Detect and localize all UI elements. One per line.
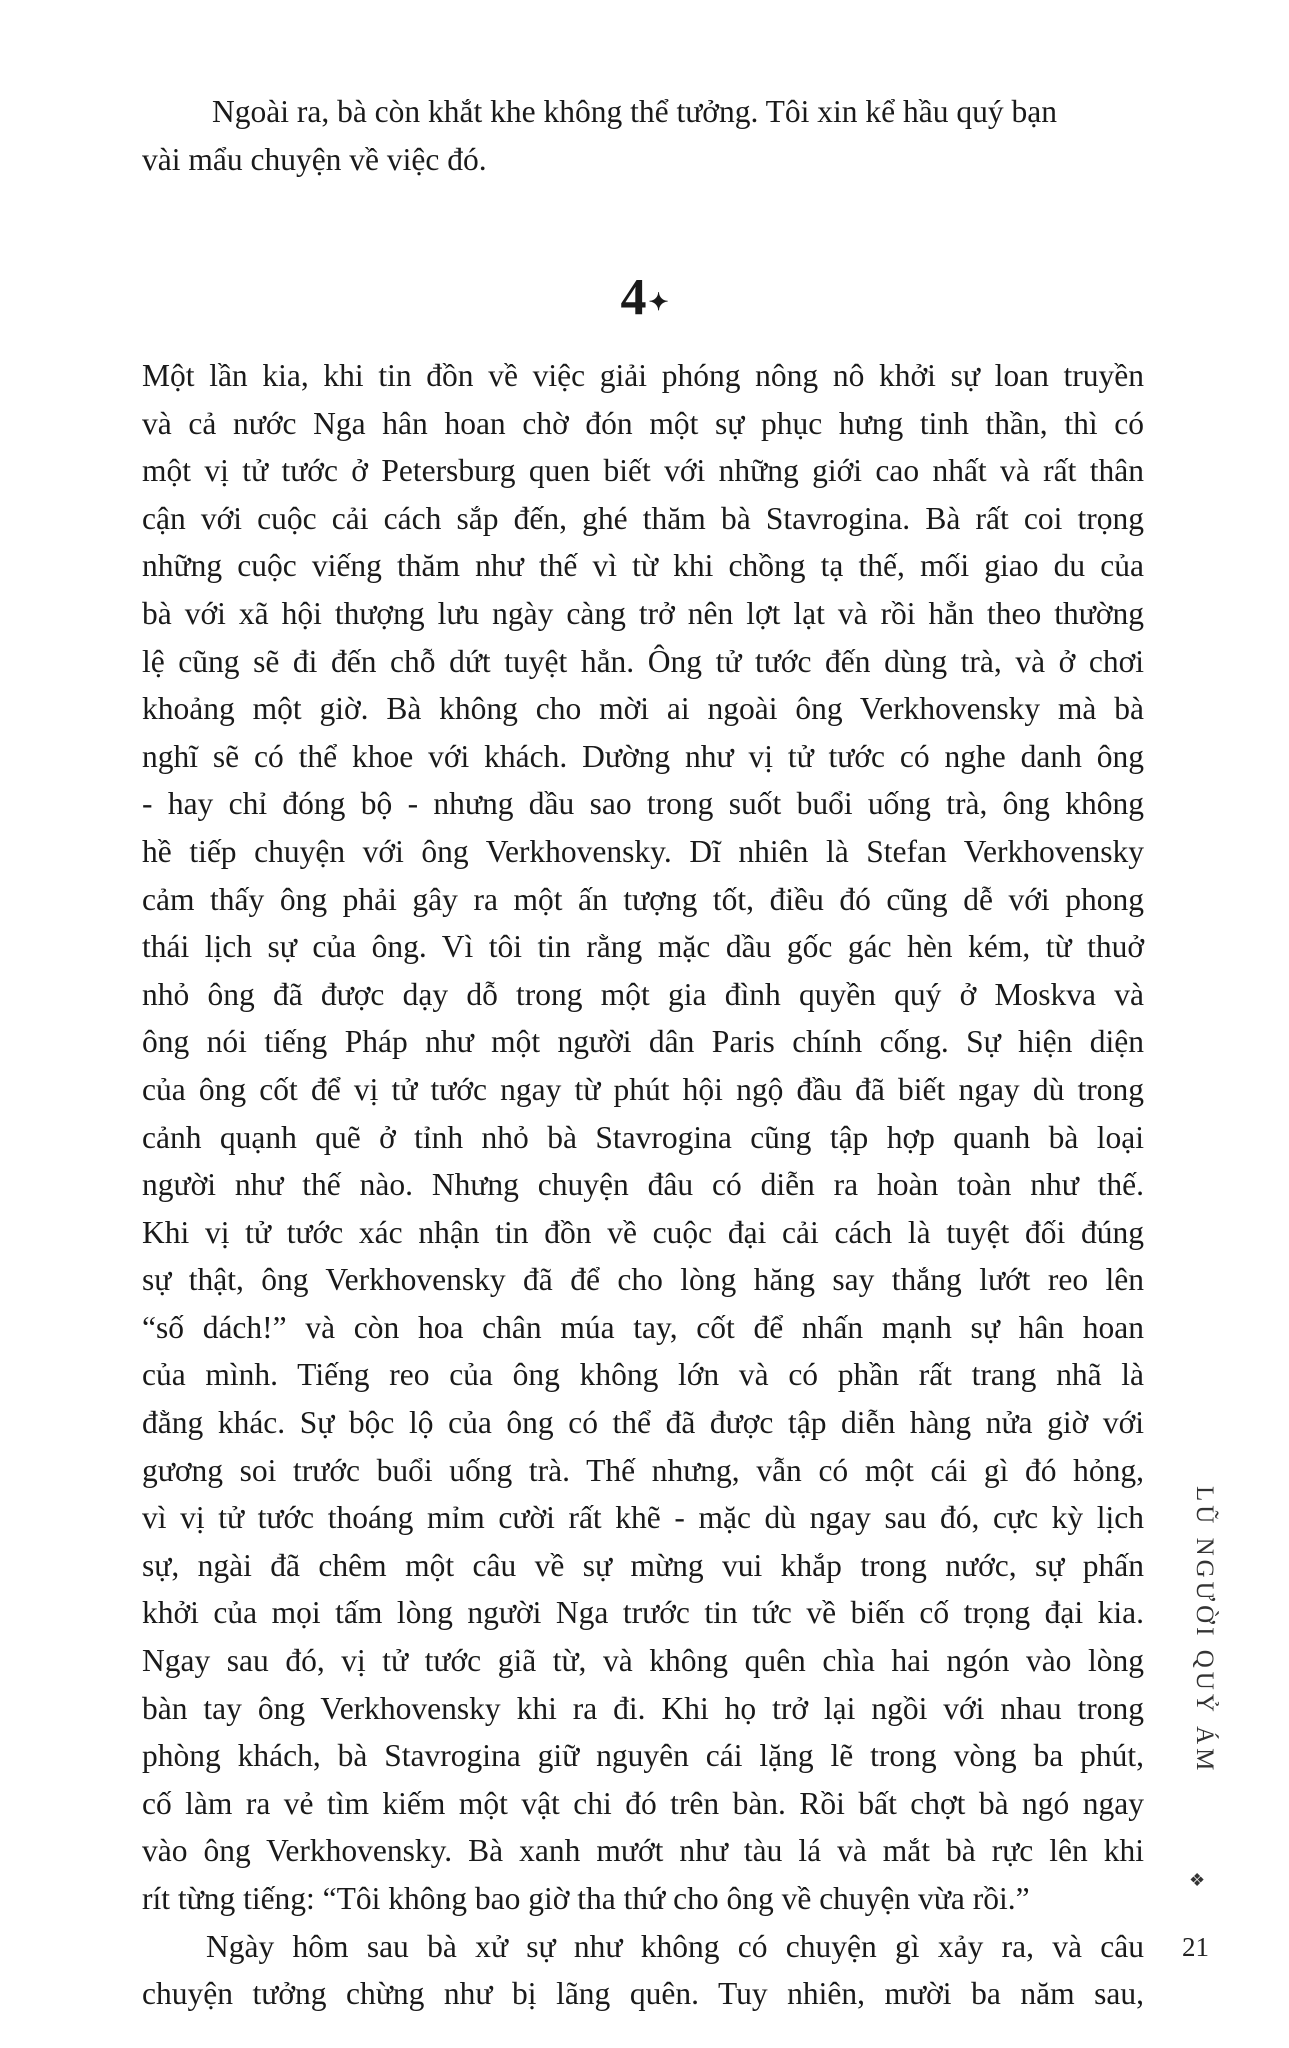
body-line: vào ông Verkhovensky. Bà xanh mướt như tàu lá và mắt bà rực lên khi <box>142 1833 1144 1869</box>
body-line: nhỏ ông đã được dạy dỗ trong một gia đình quyền quý ở Moskva và <box>142 976 1144 1012</box>
intro-paragraph <box>142 88 1142 183</box>
page-number: 21 <box>1182 1932 1209 1962</box>
body-line: gương soi trước buổi uống trà. Thế nhưng, vẫn có một cái gì đó hỏng, <box>142 1452 1144 1488</box>
body-line: chuyện tưởng chừng như bị lãng quên. Tuy nhiên, mười ba năm sau, <box>142 1976 1144 2012</box>
body-line: của mình. Tiếng reo của ông không lớn và có phần rất trang nhã là <box>142 1357 1144 1393</box>
body-line: rít từng tiếng: “Tôi không bao giờ tha thứ cho ông về chuyện vừa rồi.” <box>142 1881 1030 1916</box>
body-line: cảm thấy ông phải gây ra một ấn tượng tốt, điều đó cũng dễ với phong <box>142 881 1144 917</box>
body-line: cảnh quạnh quẽ ở tỉnh nhỏ bà Stavrogina cũng tập hợp quanh bà loại <box>142 1119 1144 1155</box>
body-line: vì vị tử tước thoáng mỉm cười rất khẽ - mặc dù ngay sau đó, cực kỳ lịch <box>142 1500 1144 1536</box>
body-text <box>142 352 1144 2018</box>
body-line: ông nói tiếng Pháp như một người dân Paris chính cống. Sự hiện diện <box>142 1024 1144 1060</box>
body-line: người như thế nào. Nhưng chuyện đâu có diễn ra hoàn toàn như thế. <box>142 1167 1144 1203</box>
body-line: “số dách!” và còn hoa chân múa tay, cốt để nhấn mạnh sự hân hoan <box>142 1309 1144 1345</box>
section-ornament: ✦ <box>648 289 669 316</box>
section-number: 4 <box>620 269 647 326</box>
body-line: Ngay sau đó, vị tử tước giã từ, và không quên chìa hai ngón vào lòng <box>142 1643 1144 1679</box>
body-line: bàn tay ông Verkhovensky khi ra đi. Khi họ trở lại ngồi với nhau trong <box>142 1690 1144 1726</box>
body-line: - hay chỉ đóng bộ - nhưng dầu sao trong suốt buổi uống trà, ông không <box>142 786 1144 822</box>
running-title: LŨ NGƯỜI QUỶ ÁM <box>1191 1486 1218 1775</box>
body-line: bà với xã hội thượng lưu ngày càng trở nên lợt lạt và rồi hẳn theo thường <box>142 595 1144 631</box>
body-line: hề tiếp chuyện với ông Verkhovensky. Dĩ nhiên là Stefan Verkhovensky <box>142 833 1144 869</box>
body-line: sự, ngài đã chêm một câu về sự mừng vui khắp trong nước, sự phấn <box>142 1547 1144 1583</box>
body-line: của ông cốt để vị tử tước ngay từ phút hội ngộ đầu đã biết ngay dù trong <box>142 1071 1144 1107</box>
body-line: lệ cũng sẽ đi đến chỗ dứt tuyệt hẳn. Ông tử tước đến dùng trà, và ở chơi <box>142 643 1144 679</box>
body-line: cận với cuộc cải cách sắp đến, ghé thăm bà Stavrogina. Bà rất coi trọng <box>142 500 1144 536</box>
body-line: những cuộc viếng thăm như thế vì từ khi chồng tạ thế, mối giao du của <box>142 548 1144 584</box>
body-line: khởi của mọi tấm lòng người Nga trước tin tức về biến cố trọng đại kia. <box>142 1595 1144 1631</box>
ornament-icon: ❖ <box>1189 1870 1206 1890</box>
body-line: cố làm ra vẻ tìm kiếm một vật chi đó trên bàn. Rồi bất chợt bà ngó ngay <box>142 1785 1144 1821</box>
body-line: thái lịch sự của ông. Vì tôi tin rằng mặc dầu gốc gác hèn kém, từ thuở <box>142 929 1144 965</box>
body-line: sự thật, ông Verkhovensky đã để cho lòng hăng say thắng lướt reo lên <box>142 1262 1144 1298</box>
body-line: Ngày hôm sau bà xử sự như không có chuyện gì xảy ra, và câu <box>206 1928 1144 1964</box>
body-line: một vị tử tước ở Petersburg quen biết với những giới cao nhất và rất thân <box>142 453 1144 489</box>
section-heading <box>0 268 1289 327</box>
body-line: khoảng một giờ. Bà không cho mời ai ngoài ông Verkhovensky mà bà <box>142 691 1144 727</box>
body-line: và cả nước Nga hân hoan chờ đón một sự phục hưng tinh thần, thì có <box>142 405 1144 441</box>
body-line: đằng khác. Sự bộc lộ của ông có thể đã được tập diễn hàng nửa giờ với <box>142 1405 1144 1441</box>
body-line: Một lần kia, khi tin đồn về việc giải phóng nông nô khởi sự loan truyền <box>142 358 1144 393</box>
body-line: nghĩ sẽ có thể khoe với khách. Dường như vị tử tước có nghe danh ông <box>142 738 1144 774</box>
intro-line-2: vài mẩu chuyện về việc đó. <box>142 141 487 177</box>
intro-line-1: Ngoài ra, bà còn khắt khe không thể tưởng. Tôi xin kể hầu quý bạn <box>212 94 1057 129</box>
body-line: phòng khách, bà Stavrogina giữ nguyên cái lặng lẽ trong vòng ba phút, <box>142 1738 1144 1774</box>
body-line: Khi vị tử tước xác nhận tin đồn về cuộc đại cải cách là tuyệt đối đúng <box>142 1214 1144 1250</box>
